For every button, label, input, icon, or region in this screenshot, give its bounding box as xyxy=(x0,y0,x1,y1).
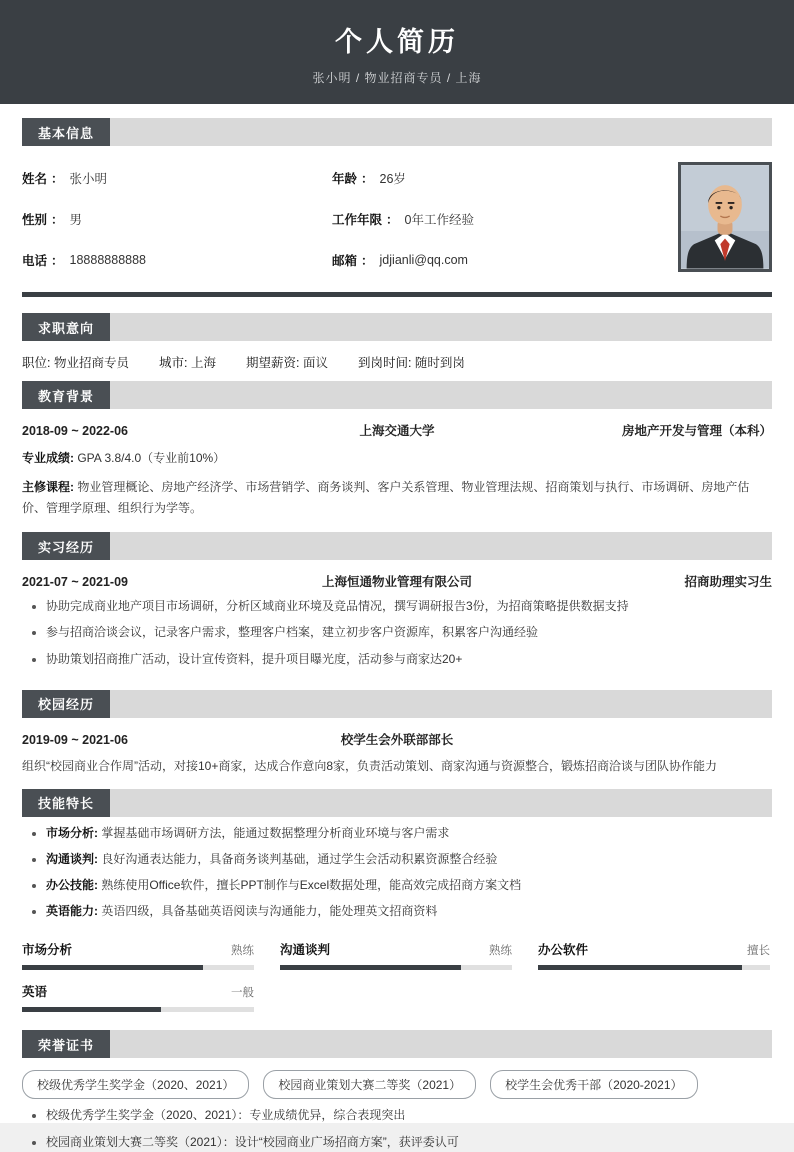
education-gpa xyxy=(0,439,794,468)
skill-bar-fill xyxy=(22,1007,161,1012)
intent-position-value: 物业招商专员 xyxy=(53,356,129,370)
skill-bullet-name: 英语能力: xyxy=(46,904,98,919)
skill-bullet-name: 市场分析: xyxy=(46,825,98,840)
basic-info-body xyxy=(0,146,794,278)
skill-bars xyxy=(0,928,794,1024)
campus-date: 2019-09 ~ 2021-06 xyxy=(22,732,128,747)
education-gpa-label: 专业成绩: xyxy=(22,451,74,465)
skill-bar-fill xyxy=(280,965,461,970)
section-job-intent xyxy=(22,313,772,341)
header-subtitle: 张小明 / 物业招商专员 / 上海 xyxy=(312,71,482,85)
skill-bullet-desc: 英语四级，具备基础英语阅读与沟通能力，能处理英文招商资料 xyxy=(101,904,438,919)
skill-bar-fill xyxy=(22,965,203,970)
field-age-value: 26岁 xyxy=(379,171,406,186)
resume-header xyxy=(0,0,794,104)
campus-description: 组织“校园商业合作周”活动，对接10+商家，达成合作意向8家，负责活动策划、商家沟通与资源整合，锻炼招商洽谈与团队协作能力 xyxy=(22,758,718,773)
section-internship xyxy=(22,532,772,560)
field-gender xyxy=(22,207,332,230)
section-bar-filler xyxy=(110,381,772,409)
education-major: 房地产开发与管理（本科） xyxy=(621,424,772,438)
field-email xyxy=(332,249,668,272)
status-badge: 校园商业策划大赛二等奖（2021） xyxy=(263,1070,476,1099)
education-courses xyxy=(0,468,794,518)
skill-bar-header xyxy=(538,940,770,958)
list-item: • 协助完成商业地产项目市场调研，分析区域商业环境及竞品情况，撰写调研报告3份，为招商策略提供数据支持 xyxy=(46,597,772,616)
skill-bar-office xyxy=(538,940,770,970)
section-title-honors: 荣誉证书 xyxy=(22,1030,110,1058)
skill-bar-name: 市场分析 xyxy=(22,943,73,958)
list-item: • 校园商业策划大赛二等奖（2021）：设计“校园商业广场招商方案”，获评委认可 xyxy=(46,1133,772,1152)
field-name-label: 姓名 xyxy=(22,171,48,186)
skills-bullets xyxy=(0,824,794,922)
section-bar-filler xyxy=(110,313,772,341)
skill-bar-level: 擅长 xyxy=(747,945,770,958)
intent-city-label: 城市: xyxy=(158,356,188,370)
internship-company: 上海恒通物业管理有限公司 xyxy=(321,575,472,590)
skill-bar-header xyxy=(280,940,512,958)
skill-bar-name: 办公软件 xyxy=(538,943,589,958)
intent-position-label: 职位: xyxy=(22,356,51,370)
section-title-internship: 实习经历 xyxy=(22,532,110,560)
colon: ： xyxy=(361,171,374,186)
skill-bullet-desc: 良好沟通表达能力，具备商务谈判基础，通过学生会活动积累资源整合经验 xyxy=(101,851,498,866)
campus-role: 校学生会外联部部长 xyxy=(340,732,454,747)
education-entry-head xyxy=(0,409,794,439)
skill-bullet-desc: 掌握基础市场调研方法，能通过数据整理分析商业环境与客户需求 xyxy=(101,825,450,840)
honor-bullets xyxy=(0,1106,794,1151)
internship-entry-head xyxy=(0,560,794,590)
skill-bar-fill xyxy=(538,965,742,970)
field-experience-label: 工作年限 xyxy=(332,212,383,227)
section-title-education: 教育背景 xyxy=(22,381,110,409)
list-item xyxy=(46,902,772,921)
field-gender-value: 男 xyxy=(69,212,83,227)
skill-bullet-name: 沟通谈判: xyxy=(46,851,98,866)
section-title-skills: 技能特长 xyxy=(22,789,110,817)
section-basic-info xyxy=(22,118,772,146)
list-item xyxy=(46,850,772,869)
education-date: 2018-09 ~ 2022-06 xyxy=(22,424,128,438)
skill-bar-level: 熟练 xyxy=(489,945,512,958)
field-gender-label: 性别 xyxy=(22,212,48,227)
list-item: • 参与招商洽谈会议，记录客户需求，整理客户档案，建立初步客户资源库，积累客户沟通经验 xyxy=(46,623,772,642)
section-honors xyxy=(22,1030,772,1058)
internship-bullets xyxy=(0,597,794,669)
skill-bar-track xyxy=(22,1007,254,1012)
basic-info-grid xyxy=(22,162,668,272)
campus-entry-head xyxy=(0,718,794,748)
colon: ： xyxy=(361,254,374,269)
section-bar-filler xyxy=(110,690,772,718)
skill-bar-level: 熟练 xyxy=(231,945,254,958)
list-item xyxy=(46,876,772,895)
section-title-intent: 求职意向 xyxy=(22,313,110,341)
skill-bar-header xyxy=(22,940,254,958)
education-courses-value: 物业管理概论、房地产经济学、市场营销学、商务谈判、客户关系管理、物业管理法规、招商策划与执行、市场调研、房地产估价、管理学原理、组织行为学等。 xyxy=(22,480,750,515)
honor-chips xyxy=(0,1058,794,1099)
intent-salary xyxy=(246,353,328,371)
skill-bar-header xyxy=(22,982,254,1000)
intent-city-value: 上海 xyxy=(190,356,216,370)
list-item: • 协助策划招商推广活动，设计宣传资料，提升项目曝光度，活动参与商家达20+ xyxy=(46,650,772,669)
skill-bar-track xyxy=(538,965,770,970)
skill-bar-name: 沟通谈判 xyxy=(280,943,331,958)
skill-bullet-name: 办公技能: xyxy=(46,878,98,893)
internship-role: 招商助理实习生 xyxy=(684,575,772,590)
section-bar-filler xyxy=(110,118,772,146)
skill-bar-name: 英语 xyxy=(22,985,48,1000)
field-name-value: 张小明 xyxy=(69,171,108,186)
skill-bar-level: 一般 xyxy=(231,987,254,1000)
section-title-campus: 校园经历 xyxy=(22,690,110,718)
field-phone xyxy=(22,249,332,272)
field-email-label: 邮箱 xyxy=(332,254,358,269)
education-gpa-value: GPA 3.8/4.0（专业前10%） xyxy=(77,451,226,465)
field-phone-value: 18888888888 xyxy=(69,253,147,268)
page-title: 个人简历 xyxy=(335,27,459,57)
intent-availability-label: 到岗时间: xyxy=(357,356,412,370)
intent-position xyxy=(22,353,129,371)
field-phone-label: 电话 xyxy=(22,254,48,269)
job-intent-body xyxy=(0,341,794,381)
section-campus xyxy=(22,690,772,718)
colon: ： xyxy=(51,254,64,269)
field-email-value: jdjianli@qq.com xyxy=(379,253,468,268)
skill-bar-track xyxy=(280,965,512,970)
colon: ： xyxy=(51,171,64,186)
section-bar-filler xyxy=(110,1030,772,1058)
skill-bar-track xyxy=(22,965,254,970)
section-education xyxy=(22,381,772,409)
list-item: • 校级优秀学生奖学金（2020、2021）：专业成绩优异，综合表现突出 xyxy=(46,1106,772,1125)
education-courses-label: 主修课程: xyxy=(22,480,74,495)
education-school: 上海交通大学 xyxy=(359,424,435,438)
intent-availability-value: 随时到岗 xyxy=(414,356,465,370)
intent-availability xyxy=(358,353,465,371)
field-age xyxy=(332,166,668,189)
section-skills xyxy=(22,789,772,817)
avatar xyxy=(678,162,772,272)
section-bar-filler xyxy=(110,532,772,560)
status-badge: 校级优秀学生奖学金（2020、2021） xyxy=(22,1070,249,1099)
skill-bar-market-analysis xyxy=(22,940,254,970)
skill-bullet-desc: 熟练使用Office软件，擅长PPT制作与Excel数据处理，能高效完成招商方案文档 xyxy=(101,878,522,893)
field-name xyxy=(22,166,332,189)
avatar-illustration xyxy=(681,165,769,269)
section-title-basic: 基本信息 xyxy=(22,118,110,146)
colon: ： xyxy=(51,212,64,227)
field-experience xyxy=(332,207,668,230)
intent-city xyxy=(159,353,216,371)
skill-bar-negotiation xyxy=(280,940,512,970)
field-experience-value: 0年工作经验 xyxy=(404,212,474,227)
list-item xyxy=(46,824,772,843)
field-age-label: 年龄 xyxy=(332,171,358,186)
colon: ： xyxy=(386,212,399,227)
skill-bar-english xyxy=(22,982,254,1012)
internship-date: 2021-07 ~ 2021-09 xyxy=(22,575,128,590)
intent-salary-value: 面议 xyxy=(302,356,328,370)
intent-salary-label: 期望薪资: xyxy=(245,356,300,370)
section-bar-filler xyxy=(110,789,772,817)
status-badge: 校学生会优秀干部（2020-2021） xyxy=(490,1070,697,1099)
